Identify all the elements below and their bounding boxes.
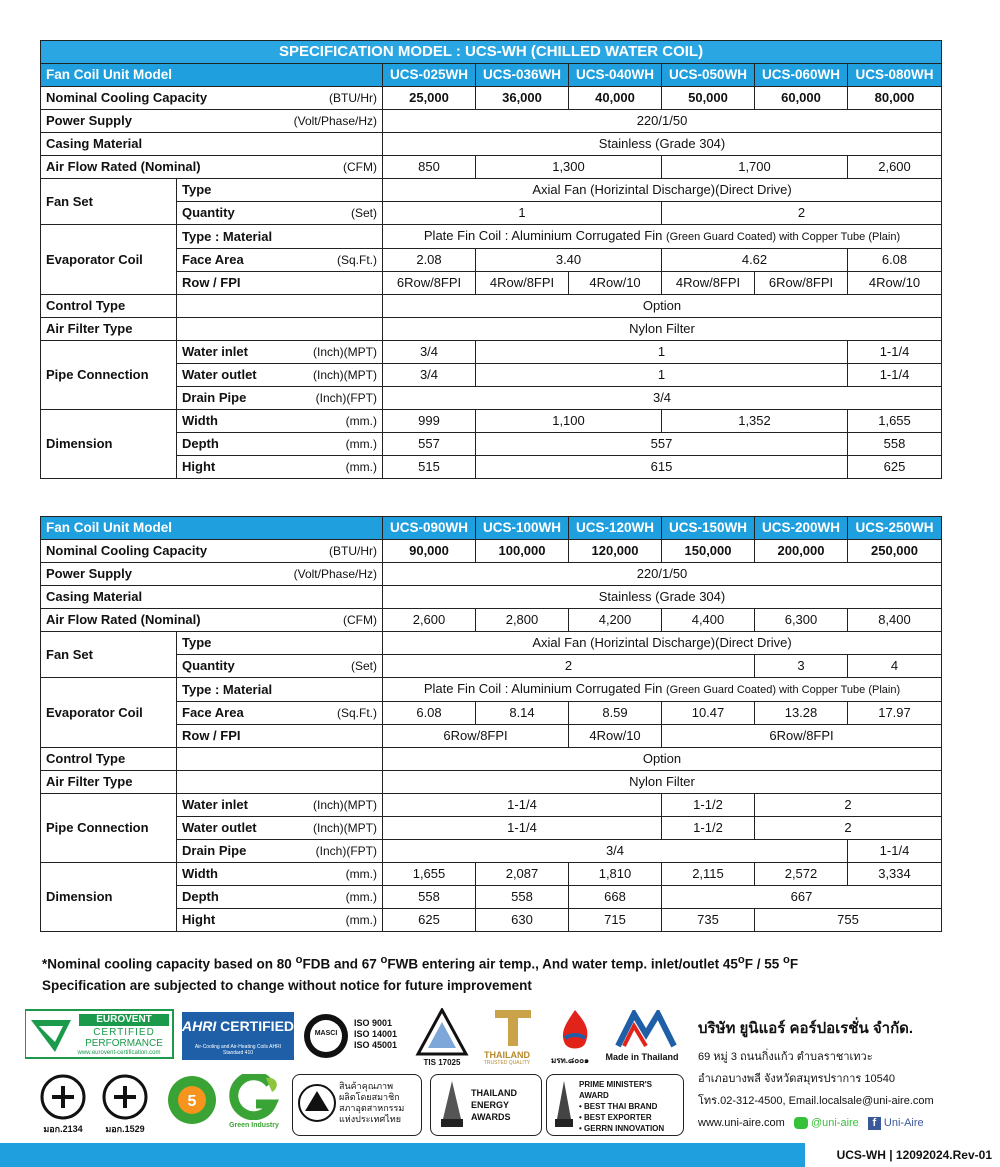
water-outlet-label-text: Water outlet <box>182 820 257 835</box>
face-area-value: 8.59 <box>569 702 662 725</box>
face-area-value: 6.08 <box>383 702 476 725</box>
drain-value: 3/4 <box>383 387 942 410</box>
hight-label <box>177 456 383 479</box>
fan-qty-unit: (Set) <box>350 206 377 220</box>
fan-qty-value: 2 <box>662 202 942 225</box>
degree-mark: o <box>295 954 303 966</box>
line-link[interactable]: @uni-aire <box>810 1117 859 1129</box>
power-label <box>41 110 383 133</box>
filter-value: Nylon Filter <box>383 771 942 794</box>
hight-value: 735 <box>662 909 755 932</box>
model-name: UCS-120WH <box>569 517 662 540</box>
row-fpi-value: 6Row/8FPI <box>662 725 942 748</box>
depth-unit: (mm.) <box>345 437 377 451</box>
airflow-value: 4,400 <box>662 609 755 632</box>
mit-mark-icon <box>614 1010 678 1050</box>
fti-line: สินค้าคุณภาพ <box>339 1081 394 1091</box>
water-outlet-value: 3/4 <box>383 364 476 387</box>
tis17025-text: TIS 17025 <box>423 1058 461 1067</box>
empty-cell <box>177 771 383 794</box>
water-inlet-value: 2 <box>755 794 942 817</box>
trophy-icon <box>439 1079 465 1129</box>
capacity-unit: (BTU/Hr) <box>329 91 377 105</box>
width-label-text: Width <box>182 866 218 881</box>
svg-text:5: 5 <box>187 1093 197 1110</box>
evap-material-label: Type : Material <box>177 678 383 702</box>
capacity-value: 50,000 <box>662 87 755 110</box>
hight-value: 715 <box>569 909 662 932</box>
company-address-line: 69 หมู่ 3 ถนนกิ่งแก้ว ตำบลราชาเทวะ <box>698 1051 873 1063</box>
note-text: FDB and 67 <box>302 956 381 972</box>
capacity-label <box>41 540 383 563</box>
evap-material-main: Plate Fin Coil : Aluminium Corrugated Fin <box>423 228 663 243</box>
model-name: UCS-250WH <box>848 517 942 540</box>
note-text: *Nominal cooling capacity based on 80 <box>42 956 296 972</box>
capacity-label-text: Nominal Cooling Capacity <box>46 543 208 558</box>
hight-value: 615 <box>476 456 848 479</box>
face-area-unit: (Sq.Ft.) <box>336 706 377 720</box>
ahri-subtext: Air-Cooling and Air-Heating Coils AHRI Standard 410 <box>194 1044 282 1056</box>
width-value: 2,572 <box>755 863 848 886</box>
energy-awards-text <box>471 1087 517 1123</box>
evap-material-small: (Green Guard Coated) with Copper Tube (Plain) <box>665 684 901 696</box>
power-label <box>41 563 383 586</box>
capacity-label <box>41 87 383 110</box>
depth-value: 557 <box>383 433 476 456</box>
flame-mark-icon <box>555 1008 595 1052</box>
row-fpi-value: 6Row/8FPI <box>383 725 569 748</box>
depth-value: 557 <box>476 433 848 456</box>
degree-mark: o <box>783 954 790 966</box>
pipe-label: Pipe Connection <box>41 794 177 863</box>
airflow-label <box>41 156 383 179</box>
hight-label-text: Hight <box>182 912 216 927</box>
spec-title: SPECIFICATION MODEL : UCS-WH (CHILLED WATER COIL) <box>41 41 942 64</box>
pm-award-item: • BEST THAI BRAND <box>579 1102 658 1111</box>
airflow-value: 1,700 <box>662 156 848 179</box>
pm-award-logo <box>546 1074 684 1136</box>
depth-unit: (mm.) <box>345 890 377 904</box>
width-label <box>177 410 383 433</box>
degree-mark: o <box>737 954 745 966</box>
eurovent-text: PERFORMANCE <box>85 1038 163 1049</box>
row-fpi-value: 6Row/8FPI <box>383 272 476 295</box>
water-inlet-label-text: Water inlet <box>182 797 248 812</box>
model-name: UCS-036WH <box>476 64 569 87</box>
width-value: 1,810 <box>569 863 662 886</box>
width-value: 1,100 <box>476 410 662 433</box>
width-label-text: Width <box>182 413 218 428</box>
certification-logos <box>20 1008 710 1138</box>
ahri-logo <box>182 1012 294 1060</box>
line-icon <box>794 1117 808 1129</box>
water-inlet-value: 1-1/2 <box>662 794 755 817</box>
width-value: 999 <box>383 410 476 433</box>
spec-table-2 <box>40 516 942 932</box>
airflow-label <box>41 609 383 632</box>
pm-award-item: • GERRN INNOVATION <box>579 1124 665 1133</box>
face-area-value: 17.97 <box>848 702 942 725</box>
fan-set-label: Fan Set <box>41 632 177 678</box>
fan-type-value: Axial Fan (Horizintal Discharge)(Direct Drive) <box>383 632 942 655</box>
face-area-value: 6.08 <box>848 249 942 272</box>
fan-type-label: Type <box>177 179 383 202</box>
spec-table-1 <box>40 40 942 479</box>
water-outlet-label <box>177 364 383 387</box>
water-outlet-value: 1-1/2 <box>662 817 755 840</box>
pm-award-text <box>579 1079 683 1134</box>
ahri-certified: CERTIFIED <box>220 1018 295 1034</box>
power-label-text: Power Supply <box>46 113 132 128</box>
fan-qty-unit: (Set) <box>350 659 377 673</box>
award-statue-icon <box>553 1079 575 1129</box>
green-g-icon <box>226 1074 282 1120</box>
eurovent-logo <box>25 1008 175 1060</box>
width-label <box>177 863 383 886</box>
drain-label <box>177 387 383 410</box>
tis-standard-icon <box>40 1074 86 1120</box>
tis2134-text: มอก.2134 <box>43 1124 83 1134</box>
airflow-value: 850 <box>383 156 476 179</box>
face-area-value: 3.40 <box>476 249 662 272</box>
control-label: Control Type <box>41 295 177 318</box>
depth-value: 558 <box>848 433 942 456</box>
airflow-value: 1,300 <box>476 156 662 179</box>
water-outlet-unit: (Inch)(MPT) <box>313 821 377 835</box>
evap-material-label: Type : Material <box>177 225 383 249</box>
row-fpi-label: Row / FPI <box>177 272 383 295</box>
iso-list <box>354 1018 397 1051</box>
depth-label <box>177 886 383 909</box>
water-inlet-label-text: Water inlet <box>182 344 248 359</box>
company-links <box>698 1112 998 1134</box>
depth-value: 558 <box>476 886 569 909</box>
power-label-text: Power Supply <box>46 566 132 581</box>
document-code: UCS-WH | 12092024.Rev-01 <box>836 1148 992 1162</box>
row-fpi-label: Row / FPI <box>177 725 383 748</box>
empty-cell <box>177 748 383 771</box>
face-area-value: 8.14 <box>476 702 569 725</box>
power-unit: (Volt/Phase/Hz) <box>293 114 377 128</box>
model-name: UCS-025WH <box>383 64 476 87</box>
note-text: F / 55 <box>744 956 784 972</box>
note-capacity-basis <box>42 947 942 973</box>
capacity-unit: (BTU/Hr) <box>329 544 377 558</box>
tis2134-logo <box>38 1074 88 1136</box>
depth-label-text: Depth <box>182 889 219 904</box>
width-value: 1,352 <box>662 410 848 433</box>
filter-value: Nylon Filter <box>383 318 942 341</box>
width-unit: (mm.) <box>345 414 377 428</box>
empty-cell <box>177 295 383 318</box>
energy-awards-line: AWARDS <box>471 1112 511 1122</box>
pm-award-title: PRIME MINISTER'S AWARD <box>579 1080 653 1100</box>
fan-qty-label-text: Quantity <box>182 658 235 673</box>
power-unit: (Volt/Phase/Hz) <box>293 567 377 581</box>
company-info <box>698 1016 998 1134</box>
hight-unit: (mm.) <box>345 460 377 474</box>
width-value: 2,115 <box>662 863 755 886</box>
airflow-unit: (CFM) <box>343 160 377 174</box>
masci-text: MASCI <box>314 1030 338 1037</box>
model-header-label: Fan Coil Unit Model <box>41 517 383 540</box>
casing-label: Casing Material <box>41 586 383 609</box>
tis17025-logo <box>414 1008 470 1070</box>
depth-value: 668 <box>569 886 662 909</box>
evap-label: Evaporator Coil <box>41 678 177 748</box>
depth-label-text: Depth <box>182 436 219 451</box>
width-value: 2,087 <box>476 863 569 886</box>
eurovent-text: CERTIFIED <box>93 1027 155 1038</box>
energy-label-5-icon <box>166 1074 218 1130</box>
airflow-value: 8,400 <box>848 609 942 632</box>
fti-logo <box>292 1074 422 1136</box>
evap-material-main: Plate Fin Coil : Aluminium Corrugated Fin <box>423 681 663 696</box>
width-value: 1,655 <box>848 410 942 433</box>
empty-cell <box>177 318 383 341</box>
eurovent-text: EUROVENT <box>96 1014 152 1025</box>
capacity-value: 80,000 <box>848 87 942 110</box>
fan-qty-value: 1 <box>383 202 662 225</box>
fan-qty-label-text: Quantity <box>182 205 235 220</box>
thailand-t-icon <box>493 1008 533 1048</box>
face-area-unit: (Sq.Ft.) <box>336 253 377 267</box>
footer-bar <box>0 1143 805 1167</box>
hight-value: 625 <box>383 909 476 932</box>
fti-line: ผลิตโดยสมาชิก <box>339 1092 400 1102</box>
fti-line: สภาอุตสาหกรรม <box>339 1103 405 1113</box>
company-contact: โทร.02-312-4500, Email.localsale@uni-aire.com <box>698 1095 934 1107</box>
fan-type-value: Axial Fan (Horizintal Discharge)(Direct Drive) <box>383 179 942 202</box>
model-name: UCS-040WH <box>569 64 662 87</box>
width-value: 3,334 <box>848 863 942 886</box>
water-outlet-value: 1 <box>476 364 848 387</box>
masci-logo <box>302 1010 410 1062</box>
capacity-value: 100,000 <box>476 540 569 563</box>
fan-qty-label <box>177 202 383 225</box>
thailand-subtext: TRUSTED QUALITY <box>483 1060 531 1066</box>
width-value: 1,655 <box>383 863 476 886</box>
row-fpi-value: 4Row/10 <box>848 272 942 295</box>
fan-qty-value: 4 <box>848 655 942 678</box>
evap-material-value <box>383 225 942 249</box>
water-outlet-value: 1-1/4 <box>383 817 662 840</box>
capacity-value: 150,000 <box>662 540 755 563</box>
filter-label: Air Filter Type <box>41 318 177 341</box>
iso-9001: ISO 9001 <box>354 1018 393 1028</box>
water-inlet-unit: (Inch)(MPT) <box>313 798 377 812</box>
water-inlet-label <box>177 794 383 817</box>
face-area-value: 13.28 <box>755 702 848 725</box>
model-name: UCS-200WH <box>755 517 848 540</box>
face-area-label-text: Face Area <box>182 705 244 720</box>
fan-set-label: Fan Set <box>41 179 177 225</box>
depth-label <box>177 433 383 456</box>
energy-label-logo <box>166 1074 218 1130</box>
row-fpi-value: 6Row/8FPI <box>755 272 848 295</box>
water-inlet-value: 3/4 <box>383 341 476 364</box>
fti-text <box>339 1081 404 1125</box>
drain-label-text: Drain Pipe <box>182 390 247 405</box>
green-industry-logo <box>224 1074 284 1134</box>
hight-unit: (mm.) <box>345 913 377 927</box>
iso-14001: ISO 14001 <box>354 1029 398 1039</box>
drain-unit: (Inch)(FPT) <box>315 391 377 405</box>
tis1529-text: มอก.1529 <box>105 1124 145 1134</box>
model-name: UCS-090WH <box>383 517 476 540</box>
capacity-value: 120,000 <box>569 540 662 563</box>
hight-value: 625 <box>848 456 942 479</box>
airflow-label-text: Air Flow Rated (Nominal) <box>46 612 201 627</box>
company-address-line: อำเภอบางพลี จังหวัดสมุทรปราการ 10540 <box>698 1073 895 1085</box>
filter-label: Air Filter Type <box>41 771 177 794</box>
energy-awards-line: THAILAND <box>471 1088 517 1098</box>
note-text: F <box>789 956 799 972</box>
airflow-value: 2,800 <box>476 609 569 632</box>
website-link[interactable]: www.uni-aire.com <box>698 1117 785 1129</box>
face-area-value: 10.47 <box>662 702 755 725</box>
water-inlet-value: 1-1/4 <box>848 341 942 364</box>
control-value: Option <box>383 748 942 771</box>
made-in-thailand-logo <box>602 1010 682 1068</box>
evap-material-small: (Green Guard Coated) with Copper Tube (Plain) <box>665 231 901 243</box>
iso-45001: ISO 45001 <box>354 1040 398 1050</box>
evap-material-value <box>383 678 942 702</box>
mrt-logo <box>540 1008 600 1068</box>
note-text: FWB entering air temp., And water temp. inlet/outlet 45 <box>387 956 738 972</box>
dimension-label: Dimension <box>41 410 177 479</box>
drain-label <box>177 840 383 863</box>
thailand-trust-logo <box>476 1008 538 1066</box>
hight-label <box>177 909 383 932</box>
capacity-value: 40,000 <box>569 87 662 110</box>
control-value: Option <box>383 295 942 318</box>
capacity-label-text: Nominal Cooling Capacity <box>46 90 208 105</box>
ahri-text: AHRI CERTIFIED <box>182 1018 295 1034</box>
thailand-text: THAILAND <box>484 1050 530 1060</box>
water-outlet-value: 1-1/4 <box>848 364 942 387</box>
model-name: UCS-060WH <box>755 64 848 87</box>
tis-standard-icon <box>102 1074 148 1120</box>
made-in-thailand-text: Made in Thailand <box>605 1052 679 1062</box>
face-area-value: 4.62 <box>662 249 848 272</box>
eurovent-url: www.eurovent-certification.com <box>77 1050 161 1056</box>
casing-label: Casing Material <box>41 133 383 156</box>
airflow-value: 2,600 <box>383 609 476 632</box>
water-outlet-label <box>177 817 383 840</box>
dimension-label: Dimension <box>41 863 177 932</box>
fan-type-label: Type <box>177 632 383 655</box>
pipe-label: Pipe Connection <box>41 341 177 410</box>
face-area-label <box>177 249 383 272</box>
fan-qty-value: 2 <box>383 655 755 678</box>
row-fpi-value: 4Row/8FPI <box>476 272 569 295</box>
green-industry-text: Green Industry <box>229 1122 279 1129</box>
hight-label-text: Hight <box>182 459 216 474</box>
hight-value: 755 <box>755 909 942 932</box>
model-name: UCS-100WH <box>476 517 569 540</box>
face-area-value: 2.08 <box>383 249 476 272</box>
airflow-label-text: Air Flow Rated (Nominal) <box>46 159 201 174</box>
airflow-value: 6,300 <box>755 609 848 632</box>
tis1529-logo <box>100 1074 150 1136</box>
airflow-value: 4,200 <box>569 609 662 632</box>
note-change-notice: Specification are subjected to change without notice for future improvement <box>42 978 532 993</box>
face-area-label-text: Face Area <box>182 252 244 267</box>
company-name: บริษัท ยูนิแอร์ คอร์ปอเรชั่น จำกัด. <box>698 1020 914 1037</box>
hight-value: 630 <box>476 909 569 932</box>
capacity-value: 60,000 <box>755 87 848 110</box>
capacity-value: 25,000 <box>383 87 476 110</box>
thailand-energy-awards-logo <box>430 1074 542 1136</box>
drain-value: 1-1/4 <box>848 840 942 863</box>
airflow-value: 2,600 <box>848 156 942 179</box>
airflow-unit: (CFM) <box>343 613 377 627</box>
power-value: 220/1/50 <box>383 563 942 586</box>
facebook-link[interactable]: Uni-Aire <box>883 1117 924 1129</box>
drain-value: 3/4 <box>383 840 848 863</box>
drain-unit: (Inch)(FPT) <box>315 844 377 858</box>
degree-mark: o <box>380 954 388 966</box>
capacity-value: 36,000 <box>476 87 569 110</box>
width-unit: (mm.) <box>345 867 377 881</box>
casing-value: Stainless (Grade 304) <box>383 586 942 609</box>
row-fpi-value: 4Row/8FPI <box>662 272 755 295</box>
fan-qty-label <box>177 655 383 678</box>
capacity-value: 250,000 <box>848 540 942 563</box>
water-inlet-unit: (Inch)(MPT) <box>313 345 377 359</box>
drain-label-text: Drain Pipe <box>182 843 247 858</box>
pm-award-item: • BEST EXPORTER <box>579 1113 652 1122</box>
water-outlet-unit: (Inch)(MPT) <box>313 368 377 382</box>
energy-awards-line: ENERGY <box>471 1100 510 1110</box>
model-name: UCS-150WH <box>662 517 755 540</box>
fan-qty-value: 3 <box>755 655 848 678</box>
water-inlet-value: 1-1/4 <box>383 794 662 817</box>
depth-value: 558 <box>383 886 476 909</box>
hight-value: 515 <box>383 456 476 479</box>
water-inlet-value: 1 <box>476 341 848 364</box>
capacity-value: 200,000 <box>755 540 848 563</box>
row-fpi-value: 4Row/10 <box>569 725 662 748</box>
spec-notes <box>42 947 942 999</box>
fti-mark-icon <box>297 1083 337 1123</box>
mrt-text: มรท.๘๐๐๑ <box>550 1056 590 1065</box>
water-outlet-value: 2 <box>755 817 942 840</box>
fti-line: แห่งประเทศไทย <box>339 1114 401 1124</box>
water-inlet-label <box>177 341 383 364</box>
facebook-icon: f <box>868 1117 881 1130</box>
face-area-label <box>177 702 383 725</box>
row-fpi-value: 4Row/10 <box>569 272 662 295</box>
water-outlet-label-text: Water outlet <box>182 367 257 382</box>
depth-value: 667 <box>662 886 942 909</box>
model-name: UCS-050WH <box>662 64 755 87</box>
model-name: UCS-080WH <box>848 64 942 87</box>
power-value: 220/1/50 <box>383 110 942 133</box>
model-header-label: Fan Coil Unit Model <box>41 64 383 87</box>
control-label: Control Type <box>41 748 177 771</box>
capacity-value: 90,000 <box>383 540 476 563</box>
evap-label: Evaporator Coil <box>41 225 177 295</box>
casing-value: Stainless (Grade 304) <box>383 133 942 156</box>
triangle-mark-icon <box>414 1008 470 1056</box>
